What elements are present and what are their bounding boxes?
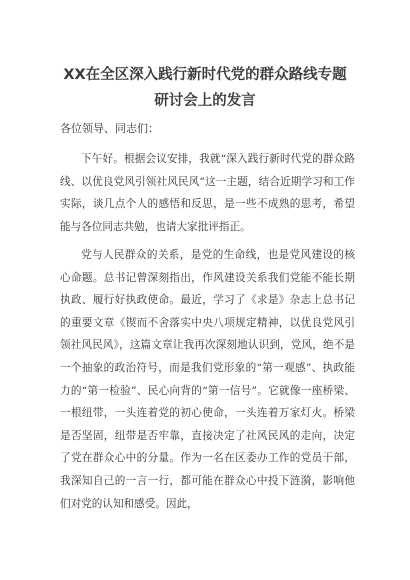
paragraph-2: 党与人民群众的关系，是党的生命线，也是党风建设的核心命题。总书记曾深刻指出，作风建设关系我们党能不能长期执政、履行好执政使命。最近，学习了《求是》杂志上总书记的重要文章《锲而不舍落实中央八项规定精神，以优良党风引领社风民风》，这篇文章让我再次深刻地认识到，党风，绝不是一个抽象的政治符号，而是我们党形象的“第一观感”、执政能力的“第一检验”、民心向背的“第一信号”。它就像一座桥梁、一根纽带，一头连着党的初心使命，一头连着万家灯火。桥梁是否坚固，纽带是否牢靠，直接决定了社风民风的走向，决定了党在群众心中的分量。作为一名在区委办工作的党员干部，我深知自己的一言一行，都可能在群众心中投下涟漪，影响他们对党的认知和感受。因此，	[60, 249, 355, 510]
paragraph-1: 下午好。根据会议安排，我就“深入践行新时代党的群众路线、以优良党风引领社风民风”这一主题，结合近期学习和工作实际，谈几点个人的感悟和反思，是一些不成熟的思考，希望能与各位同志共勉，也请大家批评指正。	[60, 153, 355, 233]
salutation: 各位领导、同志们：	[60, 122, 159, 135]
document-title: XX在全区深入践行新时代党的群众路线专题研讨会上的发言	[63, 67, 347, 109]
